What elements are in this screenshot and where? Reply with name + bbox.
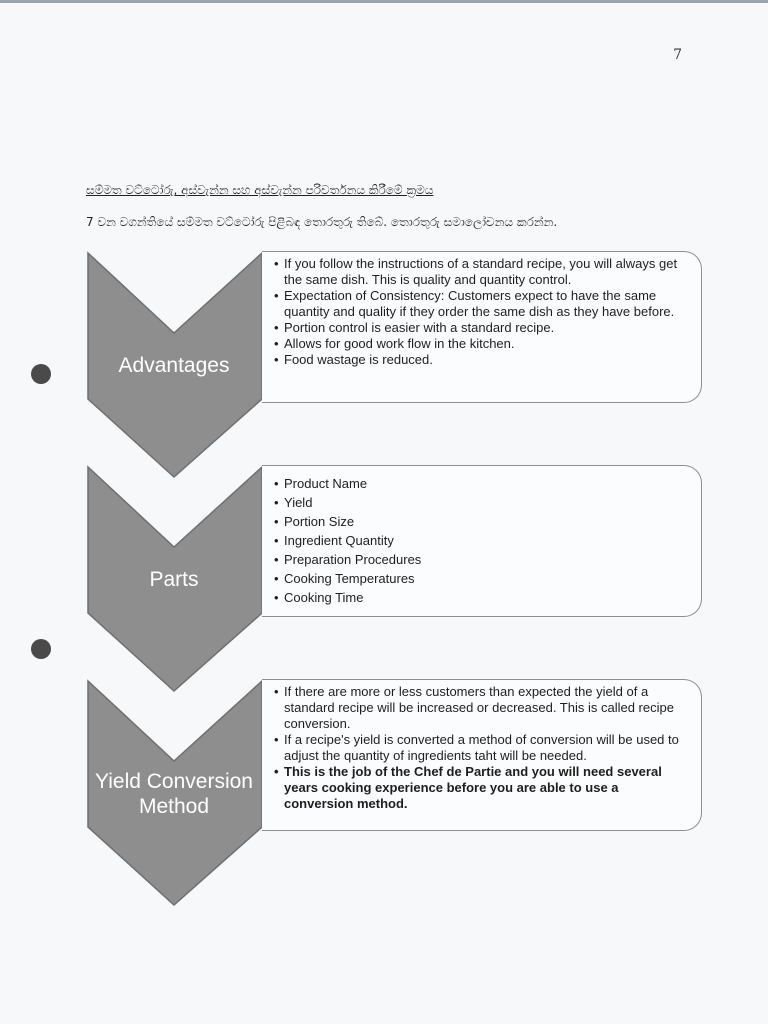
list-item: • If a recipe's yield is converted a method of conversion will be used to adjust the quantity of ingredients taht will be needed.: [262, 732, 691, 764]
yield-conversion-list: [262, 684, 691, 812]
parts-box: [262, 465, 702, 617]
advantages-label: Advantages: [118, 354, 230, 377]
list-item: • This is the job of the Chef de Partie and you will need several years cooking experience before you are able to use a conversion method.: [262, 764, 691, 812]
list-item: • If there are more or less customers than expected the yield of a standard recipe will be increased or decreased. This is called recipe conversion.: [262, 684, 691, 732]
binder-hole: [31, 364, 51, 384]
list-item: • If you follow the instructions of a standard recipe, you will always get the same dish. This is quality and quantity control.: [262, 256, 691, 288]
intro-text: 7 වන වගන්තියේ සම්මත වට්ටෝරු පිළිබඳ තොරතුරු තිබේ. තොරතුරු සමාලෝචනය කරන්න.: [86, 215, 558, 229]
page-number: 7: [673, 47, 682, 63]
list-item: • Cooking Temperatures: [262, 569, 691, 588]
list-item: • Yield: [262, 493, 691, 512]
advantages-box: [262, 251, 702, 403]
yield-conversion-box: [262, 679, 702, 831]
yield-conversion-label-line: Method: [138, 795, 210, 818]
section-heading: සම්මත වට්ටෝරු, අස්වැන්න සහ අස්වැන්න පරිවර්තනය කිරීමේ ක්‍රමය: [86, 183, 434, 197]
list-item: • Cooking Time: [262, 588, 691, 607]
yield-conversion-label: [86, 769, 262, 819]
list-item: • Preparation Procedures: [262, 550, 691, 569]
binder-hole: [31, 639, 51, 659]
advantages-list: [262, 256, 691, 368]
list-item: • Ingredient Quantity: [262, 531, 691, 550]
list-item: • Product Name: [262, 474, 691, 493]
parts-label: Parts: [149, 568, 199, 591]
list-item: • Expectation of Consistency: Customers expect to have the same quantity and quality if they order the same dish as they have before.: [262, 288, 691, 320]
list-item: • Allows for good work flow in the kitchen.: [262, 336, 691, 352]
list-item: • Portion Size: [262, 512, 691, 531]
list-item: • Portion control is easier with a standard recipe.: [262, 320, 691, 336]
list-item: • Food wastage is reduced.: [262, 352, 691, 368]
yield-conversion-label-line: Yield Conversion: [95, 770, 253, 793]
parts-list: [262, 474, 691, 607]
